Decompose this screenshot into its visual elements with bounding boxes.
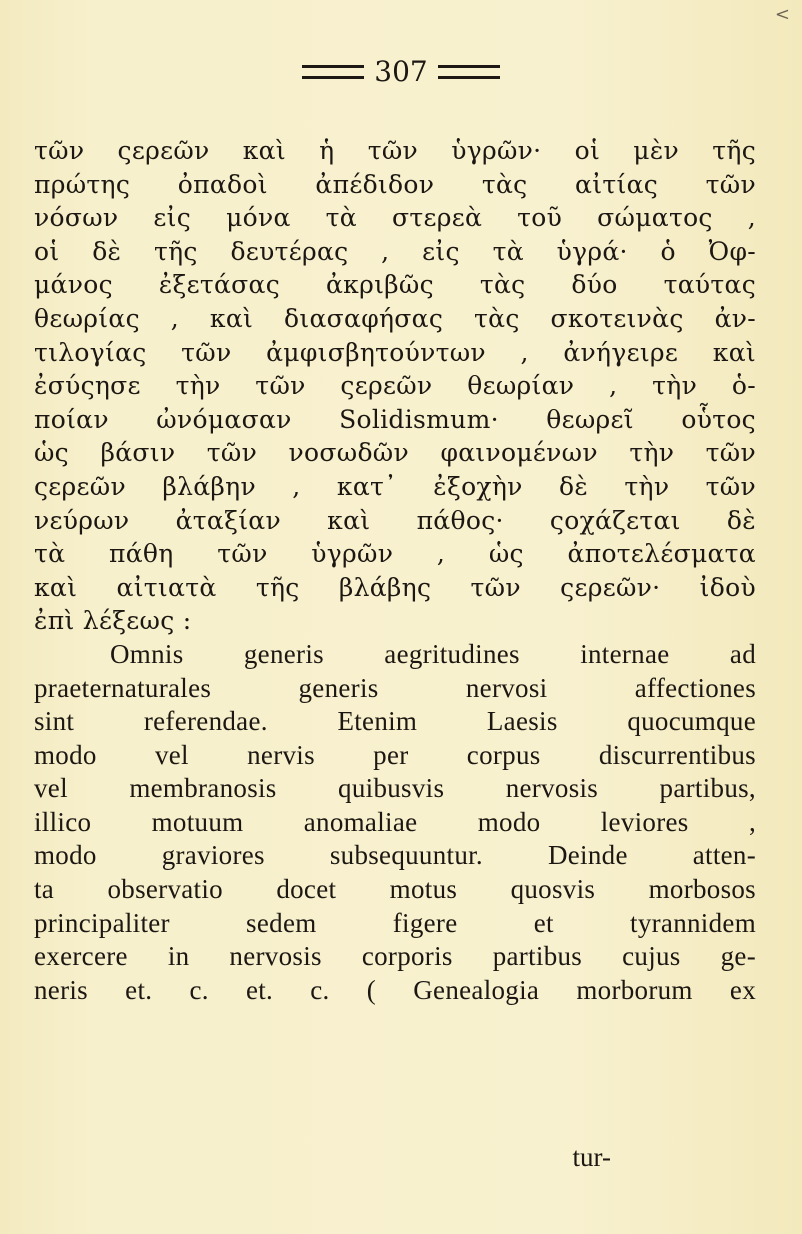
- greek-line: νόσων εἰς μόνα τὰ στερεὰ τοῦ σώματος ,: [34, 203, 756, 233]
- greek-line: καὶ αἰτιατὰ τῆς βλάβης τῶν ςερεῶν· ἰδοὺ: [34, 572, 756, 602]
- latin-line: praeternaturales generis nervosi affectiones: [34, 672, 756, 703]
- greek-line: ἐπὶ λέξεως :: [34, 606, 192, 636]
- left-double-rule: [302, 65, 364, 79]
- greek-line: ἐσύςησε τὴν τῶν ςερεῶν θεωρίαν , τὴν ὁ-: [34, 371, 756, 401]
- latin-line: sint referendae. Etenim Laesis quocumque: [34, 706, 756, 737]
- greek-line: πρώτης ὀπαδοὶ ἀπέδιδον τὰς αἰτίας τῶν: [34, 169, 756, 199]
- latin-line: exercere in nervosis corporis partibus cujus ge-: [34, 941, 756, 972]
- corner-mark: <: [774, 4, 790, 25]
- right-double-rule: [438, 65, 500, 79]
- latin-line: vel membranosis quibusvis nervosis partibus,: [34, 773, 756, 804]
- greek-line: νεύρων ἀταξίαν καὶ πάθος· ςοχάζεται δὲ: [34, 505, 756, 535]
- greek-line: θεωρίας , καὶ διασαφήσας τὰς σκοτεινὰς ἀν-: [34, 303, 756, 333]
- latin-line: neris et. c. et. c. ( Genealogia morborum ex: [34, 974, 756, 1005]
- page-header: [0, 55, 802, 88]
- page-number: 307: [374, 55, 428, 88]
- greek-line: τὰ πάθη τῶν ὑγρῶν , ὡς ἀποτελέσματα: [34, 539, 756, 569]
- latin-line: ta observatio docet motus quosvis morbosos: [34, 874, 756, 905]
- greek-line: ποίαν ὠνόμασαν Solidismum· θεωρεῖ οὗτος: [34, 404, 756, 434]
- greek-line: τῶν ςερεῶν καὶ ἡ τῶν ὑγρῶν· οἱ μὲν τῆς: [34, 136, 756, 165]
- main-text: [34, 134, 756, 1007]
- latin-line: modo vel nervis per corpus discurrentibus: [34, 739, 756, 770]
- latin-line: Omnis generis aegritudines internae ad: [110, 638, 756, 669]
- latin-line: modo graviores subsequuntur. Deinde atten-: [34, 840, 756, 871]
- greek-line: ὡς βάσιν τῶν νοσωδῶν φαινομένων τὴν τῶν: [34, 438, 756, 468]
- greek-line: τιλογίας τῶν ἀμφισβητούντων , ἀνήγειρε καὶ: [34, 337, 756, 367]
- greek-line: μάνος ἐξετάσας ἀκριβῶς τὰς δύο ταύτας: [34, 270, 756, 300]
- latin-line: principaliter sedem figere et tyrannidem: [34, 907, 756, 938]
- catchword: tur-: [572, 1142, 611, 1172]
- greek-line: ςερεῶν βλάβην , κατ᾽ ἐξοχὴν δὲ τὴν τῶν: [34, 471, 756, 501]
- greek-line: οἱ δὲ τῆς δευτέρας , εἰς τὰ ὑγρά· ὁ Ὀφ-: [34, 236, 756, 266]
- latin-line: illico motuum anomaliae modo leviores ,: [34, 806, 756, 837]
